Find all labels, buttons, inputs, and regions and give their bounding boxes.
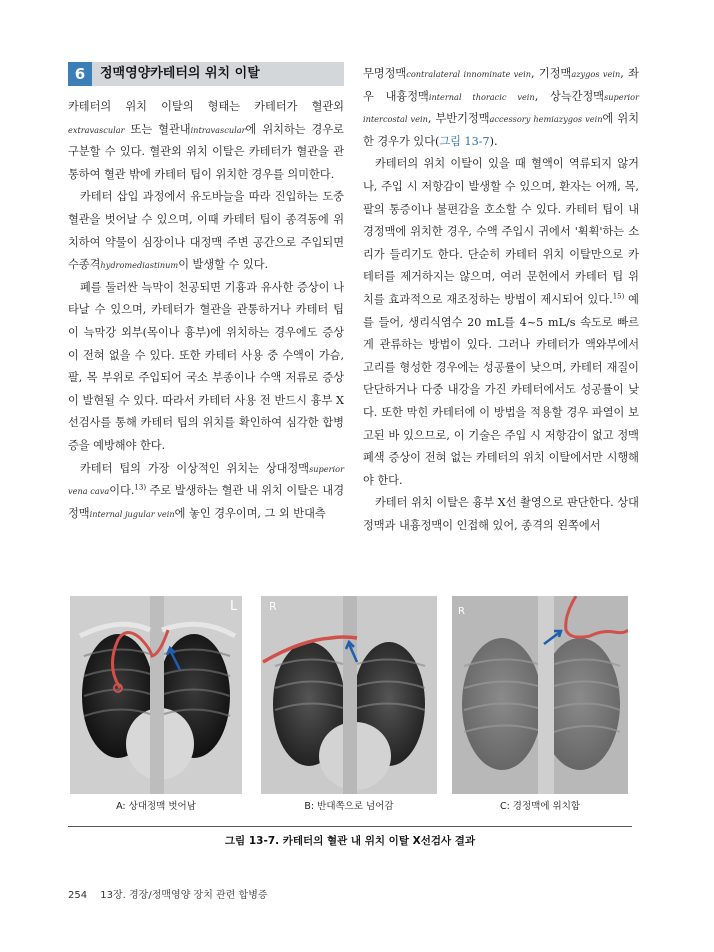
paragraph: 카테터의 위치 이탈의 형태는 카테터가 혈관외extravascular 또는 혈관내intravascular에 위치하는 경우로 구분할 수 있다. 혈관외 위치 이탈은 카테터가 혈관을 관통하여 혈관 밖에 카테터 팁이 위치한 경우를 의미한다. bbox=[68, 100, 344, 181]
section-title: 정맥영양카테터의 위치 이탈 bbox=[100, 65, 260, 81]
paragraph: 카테터의 위치 이탈이 있을 때 혈액이 역류되지 않거나, 주입 시 저항감이 발생할 수 있으며, 환자는 어깨, 목, 팔의 통증이나 불편감을 호소할 수 있다. 카테터 팁이 내경정맥에 위치한 경우, 수액 주입시 귀에서 '휙휙'하는 소리가 들리기도 한다. 단순히 카테터 위치 이탈만으로 카테터를 제거하지는 않으며, 여러 문헌에서 카테터 팁 위치를 효과적으로 재조정하는 방법이 제시되어 있다.$^{15)}$ 예를 들어, 생리식염수 20 mL를 4~5 mL/s 속도로 빠르게 관류하는 방법이 있다. 그러나 카테터가 액와부에서 고리를 형성한 경우에는 성공률이 낮으며, 카테터 재질이 단단하거나 다중 내강을 가진 카테터에서도 성공률이 낮다. 또한 막힌 카테터에 이 방법을 적용할 경우 파열이 보고된 바 있으므로, 이 기술은 주입 시 저항감이 없고 정맥폐색 증상이 전혀 없는 카테터의 위치 이탈에서만 시행해야 한다. bbox=[363, 157, 639, 487]
page-footer bbox=[68, 886, 278, 901]
panel-caption-b: B: 반대쪽으로 넘어감 bbox=[304, 801, 394, 812]
xray-panel-a bbox=[70, 596, 242, 794]
chapter-title: 13장. 경장/정맥영양 장치 관련 합병증 bbox=[100, 890, 268, 901]
right-column bbox=[363, 63, 639, 537]
chest-xray-a-image bbox=[70, 596, 242, 794]
figure-reference-link[interactable]: 그림 13-7 bbox=[439, 134, 490, 148]
chest-xray-c-image bbox=[452, 596, 628, 794]
figure-divider bbox=[68, 826, 632, 827]
panel-caption-a: A: 상대정맥 벗어남 bbox=[116, 801, 196, 812]
paragraph: 카테터 삽입 과정에서 유도바늘을 따라 진입하는 도중 혈관을 벗어날 수 있으며, 이때 카테터 팁이 종격동에 위치하여 약물이 심장이나 대정맥 주변 공간으로 주입되면 수종격hydromediastinum이 발생할 수 있다. bbox=[68, 190, 344, 272]
side-marker: L bbox=[230, 599, 238, 614]
xray-panel-c bbox=[452, 596, 628, 794]
xray-panel-b bbox=[261, 596, 437, 794]
chest-xray-b-image bbox=[261, 596, 437, 794]
paragraph: 무명정맥contralateral innominate vein, 기정맥azygos vein, 좌우 내흉정맥internal thoracic vein, 상늑간정맥superior intercostal vein, 부반기정맥accessory hemiazygos vein에 위치한 경우가 있다(그림 13-7). bbox=[363, 67, 640, 148]
side-marker: R bbox=[458, 606, 465, 617]
side-marker: R bbox=[269, 600, 277, 613]
section-number: 6 bbox=[68, 62, 92, 86]
page-number: 254 bbox=[68, 890, 88, 901]
paragraph: 폐를 둘러싼 늑막이 천공되면 기흉과 유사한 증상이 나타날 수 있으며, 카테터가 혈관을 관통하거나 카테터 팁이 늑막강 외부(목이나 흉부)에 위치하는 경우에도 증상이 전혀 없을 수 있다. 또한 카테터 사용 중 수액이 가슴, 팔, 목 부위로 주입되어 국소 부종이나 수액 저류로 증상이 발현될 수 있다. 따라서 카테터 사용 전 반드시 흉부 X선검사를 통해 카테터 팁의 위치를 확인하여 심각한 합병증을 예방해야 한다. bbox=[68, 280, 344, 452]
reference-sup: 13) bbox=[134, 483, 147, 492]
panel-caption-c: C: 경정맥에 위치함 bbox=[499, 801, 581, 812]
left-column bbox=[68, 62, 344, 525]
paragraph: 카테터 팁의 가장 이상적인 위치는 상대정맥superior vena cava이다.$^{13)}$ 주로 발생하는 혈관 내 위치 이탈은 내경정맥internal jugular vein에 놓인 경우이며, 그 외 반대측 bbox=[68, 461, 345, 520]
reference-sup: 15) bbox=[612, 292, 625, 301]
figure-title: 그림 13-7. 카테터의 혈관 내 위치 이탈 X선검사 결과 bbox=[224, 835, 476, 847]
paragraph: 카테터 위치 이탈은 흉부 X선 촬영으로 판단한다. 상대정맥과 내흉정맥이 인접해 있어, 종격의 왼쪽에서 bbox=[363, 496, 639, 532]
section-heading bbox=[68, 62, 344, 86]
